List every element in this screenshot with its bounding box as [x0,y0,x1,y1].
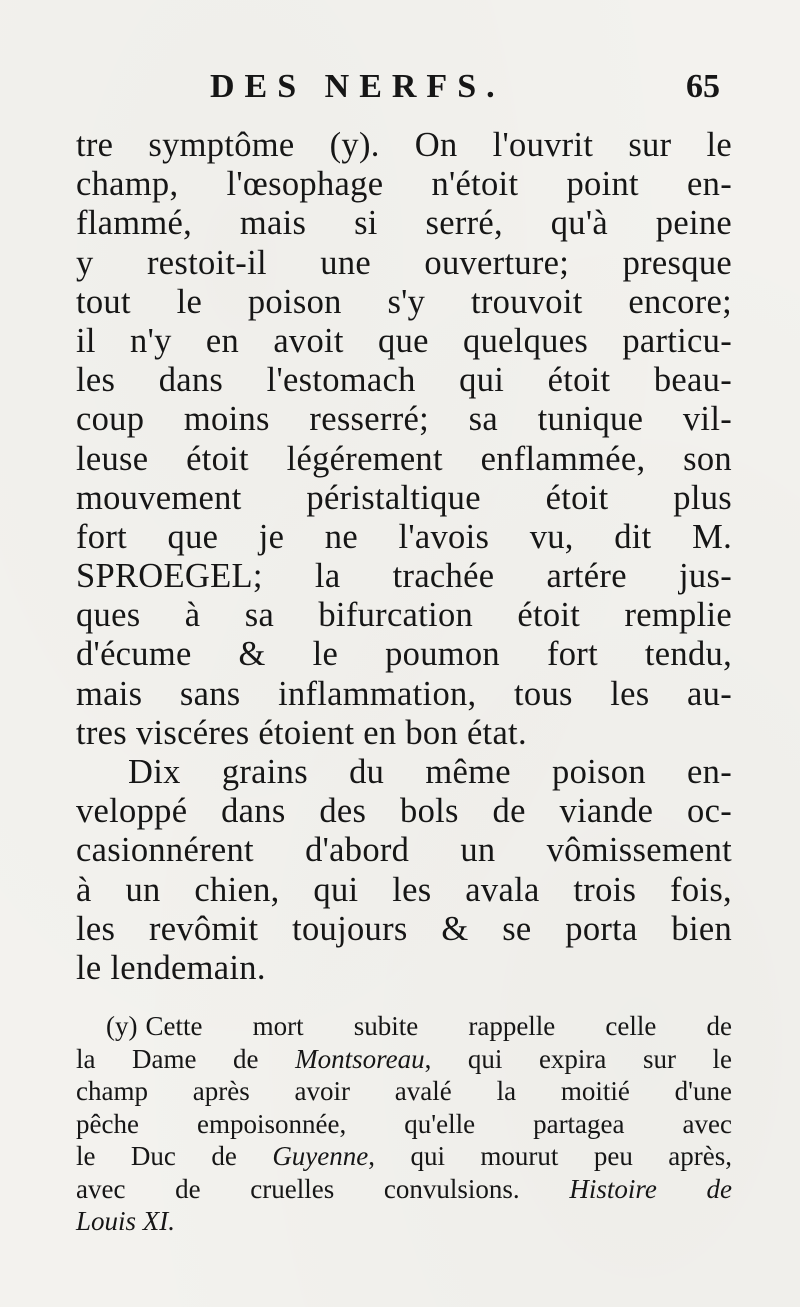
footnote-line: champ après avoir avalé la moitié d'une [76,1076,732,1106]
footnote [76,1010,732,1238]
text-line: SPROEGEL; la trachée artére jus- [76,557,732,596]
footnote-line [76,1173,732,1206]
text-line: champ, l'œsophage n'étoit point en- [76,165,732,204]
footnote-italic: Louis XI. [76,1206,176,1236]
footnote-text: la Dame de [76,1043,296,1074]
footnote-line [76,1140,732,1173]
footnote-text: avec de cruelles convulsions. [76,1173,570,1204]
text-line: fort que je ne l'avois vu, dit M. [76,517,732,556]
text-line: d'écume & le poumon fort tendu, [76,635,732,674]
page-header [190,68,720,108]
text-line: mais sans inflammation, tous les au- [76,674,732,713]
text-line: il n'y en avoit que quelques particu- [76,321,732,360]
footnote-line [76,1205,732,1238]
footnote-text: , qui expira sur le [424,1043,732,1074]
text-line: veloppé dans des bols de viande oc- [76,792,732,831]
text-line: les revômit toujours & se porta bien [76,909,732,948]
main-text [76,126,732,988]
text-line: les dans l'estomach qui étoit beau- [76,361,732,400]
text-line: ques à sa bifurcation étoit remplie [76,596,732,635]
text-line: tre symptôme (y). On l'ouvrit sur le [76,126,732,164]
running-head: DES NERFS. [210,68,505,105]
footnote-line [76,1010,732,1043]
page-number: 65 [686,68,720,105]
text-line: casionnérent d'abord un vômissement [76,831,732,870]
footnote-line [76,1043,732,1076]
footnote-italic: Histoire de [569,1173,733,1204]
footnote-marker: (y) [106,1011,138,1041]
text-line: le lendemain. [76,948,266,987]
text-line: tout le poison s'y trouvoit encore; [76,282,732,321]
footnote-italic: Guyenne [272,1141,369,1171]
text-line: à un chien, qui les avala trois fois, [76,870,732,909]
text-line: mouvement péristaltique étoit plus [76,478,732,517]
footnote-text: , qui mourut peu après, [368,1141,733,1171]
text-line: y restoit-il une ouverture; presque [76,243,732,282]
text-line: tres viscéres étoient en bon état. [76,713,527,752]
footnote-text: le Duc de [76,1141,273,1171]
footnote-italic: Montsoreau [295,1043,425,1074]
footnote-text: Cette mort subite rappelle celle de [145,1011,732,1041]
text-line: leuse étoit légérement enflammée, son [76,439,732,478]
footnote-line: pêche empoisonnée, qu'elle partagea avec [76,1108,732,1139]
text-line: coup moins resserré; sa tunique vil- [76,400,732,439]
text-line: flammé, mais si serré, qu'à peine [76,204,732,243]
text-line-paragraph-start: Dix grains du même poison en- [128,753,732,791]
